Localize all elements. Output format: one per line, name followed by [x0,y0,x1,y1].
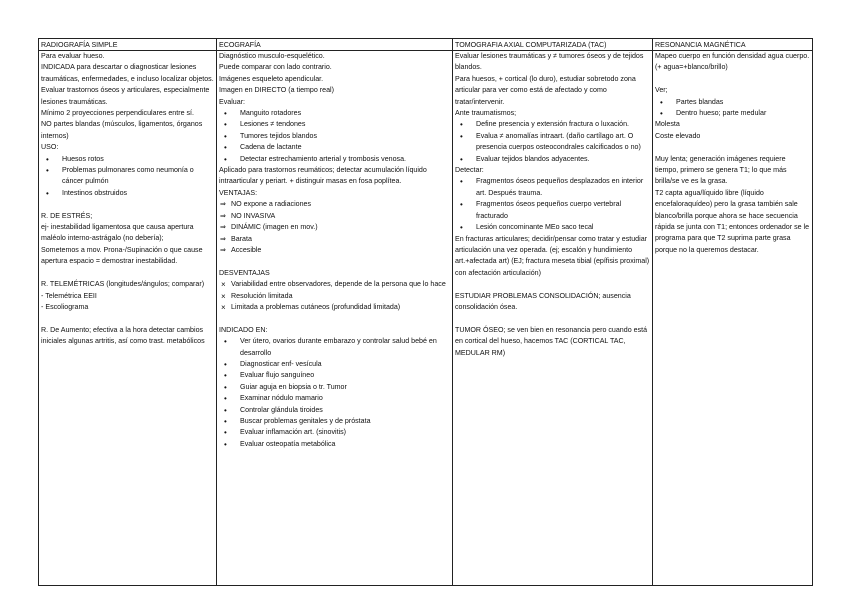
cell-radiografia [39,51,217,586]
tac-text: En fracturas articulares; decidir/pensar como tratar y estudiar articulación una vez operada. (ej; escalón y hundimiento art.+afectada art) (EJ; fractura meseta tibial (epífisis proximal) con afectación articulación) [455,234,650,277]
rx-tele-list [41,291,214,314]
eco-desventajas-list [219,279,450,313]
list-item: • Evaluar flujo sanguíneo [219,370,450,381]
list-item: - Telemétrica EEII [41,291,214,302]
rm-text: Muy lenta; generación imágenes requiere tiempo, primero se genera T1; lo que más brilla/se ve es la grasa. [655,154,787,186]
rx-text: Sometemos a mov. Prona-/Supinación o que cause apertura espacio = demostrar inestabilidad. [41,245,203,266]
eco-text: Diagnóstico musculo-esquelético. [219,52,325,60]
list-item: • Define presencia y extensión fractura o luxación. [455,119,650,130]
list-item: - Escoliograma [41,302,214,313]
eco-ventajas-list [219,199,450,256]
rx-tele-title: R. TELEMÉTRICAS (longitudes/ángulos; comparar) [41,280,205,289]
rm-text: Molesta [655,120,680,129]
cell-resonancia [653,51,813,586]
header-tac: TOMOGRAFIA AXIAL COMPUTARIZADA (TAC) [453,39,653,51]
header-ecografia: ECOGRAFÍA [217,39,453,51]
rm-ver-label: Ver; [655,86,668,95]
eco-text: Puede comparar con lado contrario. [219,63,332,72]
rm-text: T2 capta agua/líquido libre (líquido encefaloraquídeo) pero la grasa también sale blanco/brilla porque ahora se hace secuencia rápida se junta con T1; entonces ordenador se le programa para que T2 suprima parte grasa porque no la queremos destacar. [655,188,810,254]
list-item: • Intestinos obstruidos [41,188,214,199]
rx-text: INDICADA para descartar o diagnosticar lesiones traumáticas, enfermedades, e incluso localizar objetos. [41,63,214,83]
list-item: • Partes blandas [655,97,810,108]
tac-text: Para huesos, + cortical (lo duro), estudiar sobretodo zona articular para ver como está de afectado y como tratar/intervenir. [455,74,636,106]
list-item: • Dentro hueso; parte medular [655,108,810,119]
eco-text: Aplicado para trastornos reumáticos; detectar acumulación líquido intraarticular y periart. + distinguir masas en fosa poplítea. [219,166,427,186]
rx-text: Evaluar trastornos óseos y articulares, especialmente lesiones traumáticas. [41,86,210,106]
list-item: • Lesiones ≠ tendones [219,119,450,130]
list-item: • Detectar estrechamiento arterial y trombosis venosa. [219,154,450,165]
list-item: ⇒ NO expone a radiaciones [219,199,450,210]
rx-text: Para evaluar hueso. [41,52,105,60]
eco-indicado-label: INDICADO EN: [219,325,268,334]
list-item: • Manguito rotadores [219,108,450,119]
list-item: ⇒ Accesible [219,245,450,256]
tac-trauma-label: Ante traumatismos; [455,109,517,118]
content-row [39,51,813,586]
list-item: • Examinar nódulo mamario [219,393,450,404]
cell-tac [453,51,653,586]
rx-uso-label: USO: [41,143,59,152]
eco-text: Imagen en DIRECTO (a tiempo real) [219,86,334,95]
tac-text: ESTUDIAR PROBLEMAS CONSOLIDACIÓN; ausencia consolidación ósea. [455,291,631,311]
eco-ventajas-label: VENTAJAS: [219,188,258,197]
list-item: • Evalua ≠ anomalías intraart. (daño cartílago art. O presencia cuerpos osteocondrales calcificados o no) [455,131,650,154]
list-item: • Fragmentos óseos pequeños cuerpo vertebral fracturado [455,199,650,222]
list-item: • Evaluar inflamación art. (sinovitis) [219,427,450,438]
list-item: • Evaluar osteopatía metabólica [219,439,450,450]
rm-text: Coste elevado [655,131,701,140]
header-row [39,39,813,51]
list-item: • Diagnosticar enf- vesícula [219,359,450,370]
list-item: • Problemas pulmonares como neumonía o cáncer pulmón [41,165,214,188]
rm-ver-list [655,97,810,120]
list-item: • Guiar aguja en biopsia o tr. Tumor [219,382,450,393]
rx-text: NO partes blandas (músculos, ligamentos, órganos internos) [41,120,203,140]
list-item: ⇒ NO INVASIVA [219,211,450,222]
list-item: • Controlar glándula tiroides [219,405,450,416]
tac-trauma-list [455,119,650,165]
tac-text: Evaluar lesiones traumáticas y ≠ tumores óseos y de tejidos blandos. [455,52,644,72]
list-item: • Fragmentos óseos pequeños desplazados en interior art. Después trauma. [455,176,650,199]
comparison-table [38,38,813,586]
list-item: × Resolución limitada [219,291,450,302]
rx-text: ej- inestabilidad ligamentosa que causa apertura maléolo interno-astrágalo (no debería); [41,223,194,243]
list-item: • Huesos rotos [41,154,214,165]
list-item: ⇒ DINÁMIC (imagen en mov.) [219,222,450,233]
rm-text: Mapeo cuerpo en función densidad agua cuerpo. (+ agua=+blanco/brillo) [655,52,810,72]
rx-text: Mínimo 2 proyecciones perpendiculares entre sí. [41,109,194,118]
header-resonancia: RESONANCIA MAGNÉTICA [653,39,813,51]
eco-text: Imágenes esqueleto apendicular. [219,74,324,83]
rx-estres-title: R. DE ESTRÉS; [41,211,93,220]
list-item: • Cadena de lactante [219,142,450,153]
list-item: × Limitada a problemas cutáneos (profundidad limitada) [219,302,450,313]
rx-uso-list [41,154,214,200]
list-item: × Variabilidad entre observadores, depende de la persona que lo hace [219,279,450,290]
list-item: • Evaluar tejidos blandos adyacentes. [455,154,650,165]
list-item: • Lesión concominante MEo saco tecal [455,222,650,233]
list-item: • Buscar problemas genitales y de próstata [219,416,450,427]
eco-indicado-list [219,336,450,450]
header-radiografia: RADIOGRAFÍA SIMPLE [39,39,217,51]
list-item: • Ver útero, ovarios durante embarazo y controlar salud bebé en desarrollo [219,336,450,359]
tac-detectar-label: Detectar: [455,166,484,175]
eco-desventajas-label: DESVENTAJAS [219,268,270,277]
cell-ecografia [217,51,453,586]
eco-evaluar-list [219,108,450,165]
list-item: • Tumores tejidos blandos [219,131,450,142]
eco-evaluar-label: Evaluar: [219,97,246,106]
tac-text: TUMOR ÓSEO; se ven bien en resonancia pero cuando está en cortical del hueso, hacemos TAC (CORTICAL TAC, MEDULAR RM) [455,325,648,357]
rx-text: R. De Aumento; efectiva a la hora detectar cambios iniciales algunas artritis, así como trast. metabólicos [41,325,205,346]
tac-detectar-list [455,176,650,233]
list-item: ⇒ Barata [219,234,450,245]
